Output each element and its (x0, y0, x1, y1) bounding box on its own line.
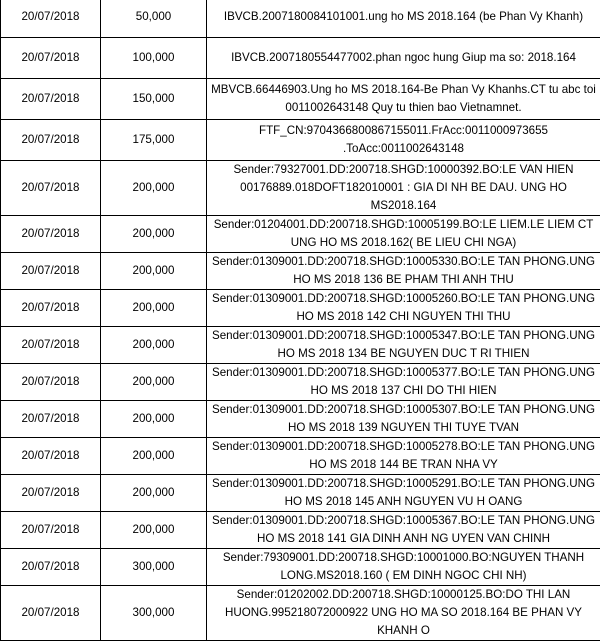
amount-cell: 175,000 (101, 120, 207, 161)
description-cell: FTF_CN:9704366800867155011.FrAcc:0011000973655 .ToAcc:0011002643148 (207, 120, 600, 161)
date-cell: 20/07/2018 (1, 586, 101, 641)
amount-cell: 200,000 (101, 438, 207, 475)
description-cell: Sender:01309001.DD:200718.SHGD:10005347.BO:LE TAN PHONG.UNG HO MS 2018 134 BE NGUYEN DUC T RI THIEN (207, 327, 600, 364)
description-cell: Sender:01309001.DD:200718.SHGD:10005278.BO:LE TAN PHONG.UNG HO MS 2018 144 BE TRAN NHA VY (207, 438, 600, 475)
amount-cell: 200,000 (101, 253, 207, 290)
amount-cell: 200,000 (101, 364, 207, 401)
description-cell: Sender:01202002.DD:200718.SHGD:10000125.BO:DO THI LAN HUONG.995218072000922 UNG HO MA SO 2018.164 BE PHAN VY KHANH O (207, 586, 600, 641)
table-row (1, 549, 600, 586)
amount-cell: 200,000 (101, 327, 207, 364)
description-cell: Sender:79327001.DD:200718.SHGD:10000392.BO:LE VAN HIEN 00176889.018DOFT182010001 : GIA DI NH BE DAU. UNG HO MS2018.164 (207, 161, 600, 216)
date-cell: 20/07/2018 (1, 438, 101, 475)
description-cell: Sender:79309001.DD:200718.SHGD:10001000.BO:NGUYEN THANH LONG.MS2018.160 ( EM DINH NGOC CHI NH) (207, 549, 600, 586)
amount-cell: 300,000 (101, 549, 207, 586)
table-row (1, 401, 600, 438)
table-row (1, 79, 600, 120)
date-cell: 20/07/2018 (1, 79, 101, 120)
description-cell: Sender:01309001.DD:200718.SHGD:10005330.BO:LE TAN PHONG.UNG HO MS 2018 136 BE PHAM THI ANH THU (207, 253, 600, 290)
description-cell: Sender:01309001.DD:200718.SHGD:10005367.BO:LE TAN PHONG.UNG HO MS 2018 141 GIA DINH ANH NG UYEN VAN CHINH (207, 512, 600, 549)
description-cell: MBVCB.66446903.Ung ho MS 2018.164-Be Phan Vy Khanhs.CT tu abc toi 0011002643148 Quy tu thien bao Vietnamnet. (207, 79, 600, 120)
date-cell: 20/07/2018 (1, 549, 101, 586)
description-cell: IBVCB.2007180084101001.ung ho MS 2018.164 (be Phan Vy Khanh) (207, 0, 600, 38)
date-cell: 20/07/2018 (1, 290, 101, 327)
date-cell: 20/07/2018 (1, 364, 101, 401)
date-cell: 20/07/2018 (1, 161, 101, 216)
date-cell: 20/07/2018 (1, 475, 101, 512)
description-cell: IBVCB.2007180554477002.phan ngoc hung Giup ma so: 2018.164 (207, 38, 600, 79)
table-row (1, 475, 600, 512)
description-cell: Sender:01309001.DD:200718.SHGD:10005377.BO:LE TAN PHONG.UNG HO MS 2018 137 CHI DO THI HIEN (207, 364, 600, 401)
amount-cell: 200,000 (101, 161, 207, 216)
table-row (1, 586, 600, 641)
description-cell: Sender:01309001.DD:200718.SHGD:10005260.BO:LE TAN PHONG.UNG HO MS 2018 142 CHI NGUYEN THI THU (207, 290, 600, 327)
amount-cell: 100,000 (101, 38, 207, 79)
date-cell: 20/07/2018 (1, 38, 101, 79)
amount-cell: 200,000 (101, 401, 207, 438)
amount-cell: 200,000 (101, 290, 207, 327)
table-row (1, 253, 600, 290)
date-cell: 20/07/2018 (1, 253, 101, 290)
amount-cell: 50,000 (101, 0, 207, 38)
date-cell: 20/07/2018 (1, 401, 101, 438)
date-cell: 20/07/2018 (1, 120, 101, 161)
date-cell: 20/07/2018 (1, 327, 101, 364)
table-row (1, 38, 600, 79)
table-row (1, 327, 600, 364)
description-cell: Sender:01309001.DD:200718.SHGD:10005291.BO:LE TAN PHONG.UNG HO MS 2018 145 ANH NGUYEN VU H OANG (207, 475, 600, 512)
amount-cell: 200,000 (101, 512, 207, 549)
table-row (1, 290, 600, 327)
date-cell: 20/07/2018 (1, 512, 101, 549)
amount-cell: 300,000 (101, 586, 207, 641)
table-row (1, 364, 600, 401)
date-cell: 20/07/2018 (1, 216, 101, 253)
table-row (1, 0, 600, 38)
table-body (1, 0, 600, 641)
table-row (1, 216, 600, 253)
table-row (1, 161, 600, 216)
table-row (1, 120, 600, 161)
description-cell: Sender:01204001.DD:200718.SHGD:10005199.BO:LE LIEM.LE LIEM CT UNG HO MS 2018.162( BE LIEU CHI NGA) (207, 216, 600, 253)
amount-cell: 200,000 (101, 216, 207, 253)
table-row (1, 438, 600, 475)
description-cell: Sender:01309001.DD:200718.SHGD:10005307.BO:LE TAN PHONG.UNG HO MS 2018 139 NGUYEN THI TUYE TVAN (207, 401, 600, 438)
amount-cell: 150,000 (101, 79, 207, 120)
amount-cell: 200,000 (101, 475, 207, 512)
table-row (1, 512, 600, 549)
date-cell: 20/07/2018 (1, 0, 101, 38)
